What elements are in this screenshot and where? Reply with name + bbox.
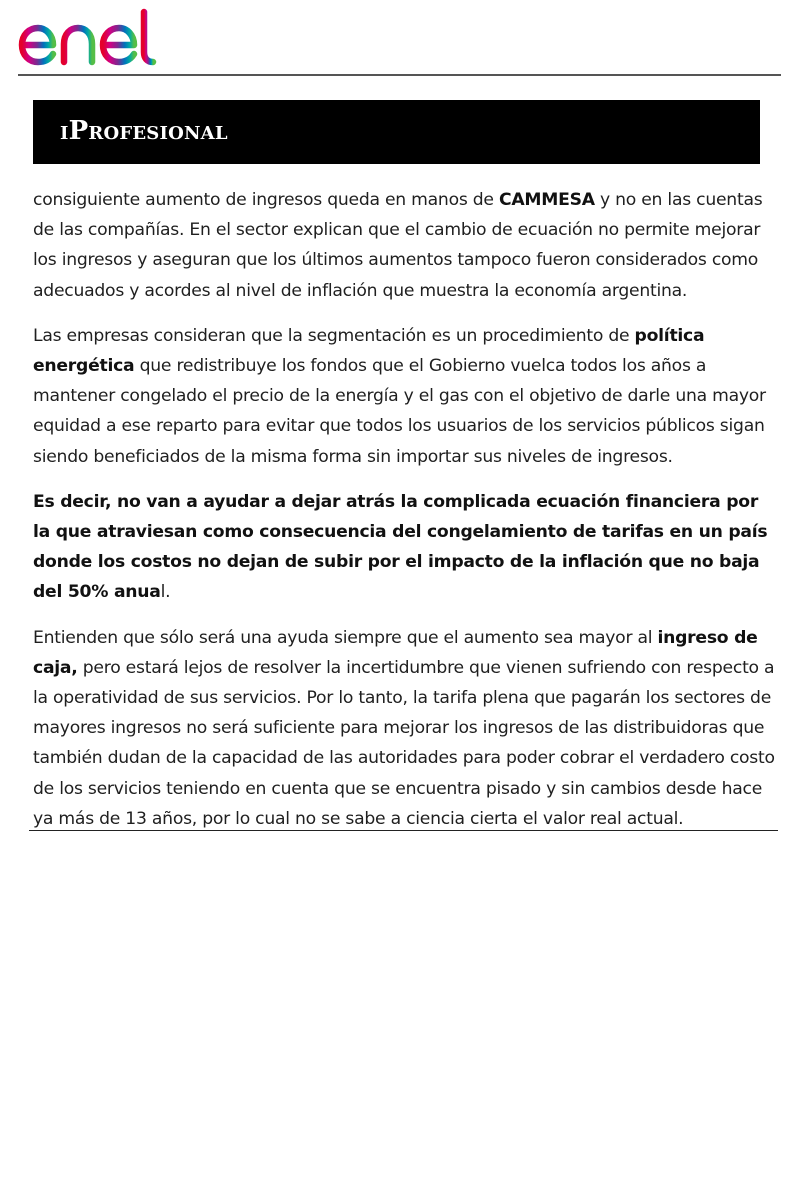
- article-end-divider: [29, 830, 778, 831]
- bold-text-segment: CAMMESA: [498, 190, 595, 210]
- text-segment: y no en las cuentas de las compañías. En el sector explican que el cambio de ecuación no permite mejorar los ingresos y aseguran que los últimos aumentos tampoco fueron considerados como adecuados y acordes al nivel de inflación que muestra la economía argentina.: [33, 190, 763, 301]
- article-body: [33, 185, 778, 849]
- text-segment: Entienden que sólo será una ayuda siempre que el aumento sea mayor al: [33, 627, 658, 648]
- publication-title: iProfesional: [60, 116, 228, 146]
- header-divider: [18, 74, 781, 76]
- bold-text-segment: política energética: [33, 325, 705, 377]
- bold-text-segment: Es decir, no van a ayudar a dejar atrás la complicada ecuación financiera por la que atraviesan como consecuencia del congelamiento de tarifas en un país donde los costos no dejan de subir por el impacto de la inflación que no baja del 50% anua: [33, 491, 768, 603]
- text-segment: que redistribuye los fondos que el Gobierno vuelca todos los años a mantener congelado el precio de la energía y el gas con el objetivo de darle una mayor equidad a ese reparto para evitar que todos los usuarios de los servicios públicos sigan siendo beneficiados de la misma forma sin importar sus niveles de ingresos.: [33, 356, 766, 467]
- article-paragraph-2: [33, 321, 778, 472]
- article-paragraph-4: [33, 623, 778, 834]
- publication-banner: [33, 100, 760, 164]
- article-paragraph-3: [33, 487, 778, 608]
- enel-logo: [16, 4, 182, 68]
- text-segment: consiguiente aumento de ingresos queda en manos de: [33, 190, 499, 210]
- text-segment: l.: [160, 582, 171, 603]
- text-segment: Las empresas consideran que la segmentación es un procedimiento de: [33, 325, 635, 346]
- article-paragraph-1: [33, 185, 778, 306]
- bold-text-segment: ingreso de caja,: [33, 627, 758, 678]
- text-segment: pero estará lejos de resolver la incertidumbre que vienen sufriendo con respecto a la operatividad de sus servicios. Por lo tanto, la tarifa plena que pagarán los sectores de mayores ingresos no será suficiente para mejorar los ingresos de las distribuidoras que también dudan de la capacidad de las autoridades para poder cobrar el verdadero costo de los servicios teniendo en cuenta que se encuentra pisado y sin cambios desde hace ya más de 13 años, por lo cual no se sabe a ciencia cierta el valor real actual.: [33, 657, 775, 829]
